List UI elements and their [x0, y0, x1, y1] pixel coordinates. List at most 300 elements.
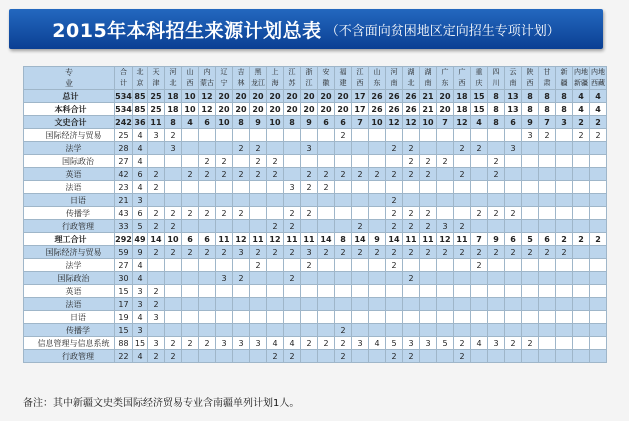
table-cell [556, 298, 573, 311]
column-header-bottom: 林 [237, 79, 245, 87]
table-cell: 7 [352, 116, 369, 129]
column-header-top: 内 [203, 68, 211, 76]
table-cell: 85 [134, 91, 146, 101]
table-cell [573, 207, 590, 220]
table-cell [318, 350, 335, 363]
table-cell [318, 155, 335, 168]
table-cell [488, 259, 505, 272]
table-cell: 2 [386, 220, 403, 233]
table-cell [454, 194, 471, 207]
column-header-bottom: 建 [339, 79, 347, 87]
table-header-row [24, 67, 607, 90]
enrollment-plan-table [23, 66, 607, 363]
column-header [233, 67, 250, 90]
table-cell: 2 [386, 142, 403, 155]
table-cell: 20 [250, 90, 267, 103]
table-cell [590, 194, 607, 207]
table-cell [573, 350, 590, 363]
table-cell: 12 [454, 116, 471, 129]
column-header-bottom: 苏 [288, 79, 296, 87]
table-cell: 3 [165, 142, 182, 155]
table-cell: 2 [352, 168, 369, 181]
table-cell [403, 298, 420, 311]
table-cell [556, 168, 573, 181]
table-cell [301, 324, 318, 337]
table-cell: 2 [539, 246, 556, 259]
table-cell [352, 194, 369, 207]
table-cell: 28 [115, 142, 133, 155]
table-cell: 2 [301, 337, 318, 350]
column-header [133, 67, 148, 90]
column-header-bottom: 南 [424, 79, 432, 87]
table-cell [250, 207, 267, 220]
table-cell [250, 272, 267, 285]
table-cell: 2 [369, 168, 386, 181]
table-cell [250, 285, 267, 298]
table-cell [369, 324, 386, 337]
table-cell: 7 [471, 233, 488, 246]
table-cell: 2 [590, 233, 607, 246]
table-cell: 13 [505, 103, 522, 116]
table-cell: 20 [284, 103, 301, 116]
table-cell [386, 155, 403, 168]
table-cell [420, 298, 437, 311]
table-row [24, 142, 607, 155]
table-cell: 2 [471, 259, 488, 272]
table-row [24, 285, 607, 298]
table-cell [505, 324, 522, 337]
column-header [182, 67, 199, 90]
table-cell [522, 220, 539, 233]
table-cell [182, 272, 199, 285]
column-header-bottom: 江 [305, 79, 313, 87]
table-cell [556, 207, 573, 220]
column-header-bottom: 西 [356, 79, 364, 87]
table-cell [437, 142, 454, 155]
table-cell [233, 220, 250, 233]
table-cell: 2 [165, 220, 182, 233]
row-label: 国际政治 [24, 155, 115, 168]
table-cell [437, 259, 454, 272]
column-header-top: 陕 [526, 68, 534, 76]
table-cell: 11 [250, 233, 267, 246]
table-cell [556, 350, 573, 363]
table-cell [556, 311, 573, 324]
table-cell [301, 350, 318, 363]
table-cell: 2 [301, 181, 318, 194]
column-header-top: 福 [339, 68, 347, 76]
table-cell [335, 311, 352, 324]
table-cell: 2 [403, 155, 420, 168]
column-header-top: 湖 [407, 68, 415, 76]
table-cell: 5 [386, 337, 403, 350]
table-cell: 3 [233, 337, 250, 350]
table-cell: 2 [284, 246, 301, 259]
column-header-top: 甘 [543, 68, 551, 76]
table-cell: 21 [115, 194, 133, 207]
column-header [471, 67, 488, 90]
table-cell: 30 [115, 272, 133, 285]
table-cell [267, 142, 284, 155]
table-cell: 2 [233, 168, 250, 181]
table-cell: 13 [505, 90, 522, 103]
column-header-bottom: 西 [458, 79, 466, 87]
table-cell [539, 285, 556, 298]
column-header-top: 吉 [237, 68, 245, 76]
table-cell: 20 [250, 103, 267, 116]
table-cell: 2 [182, 168, 199, 181]
table-cell: 5 [133, 220, 148, 233]
table-cell: 3 [522, 129, 539, 142]
table-cell: 2 [318, 168, 335, 181]
table-cell [352, 324, 369, 337]
table-cell: 10 [216, 116, 233, 129]
table-cell: 6 [133, 207, 148, 220]
table-cell: 2 [233, 142, 250, 155]
table-cell: 12 [403, 116, 420, 129]
table-cell [352, 272, 369, 285]
table-cell: 6 [505, 116, 522, 129]
table-cell: 3 [250, 337, 267, 350]
table-row [24, 272, 607, 285]
table-cell [471, 311, 488, 324]
table-cell: 36 [134, 117, 146, 127]
table-cell [539, 142, 556, 155]
table-cell: 2 [250, 155, 267, 168]
table-cell [369, 194, 386, 207]
table-row [24, 324, 607, 337]
table-cell: 14 [352, 233, 369, 246]
table-cell [420, 194, 437, 207]
table-cell [471, 298, 488, 311]
table-cell: 6 [199, 116, 216, 129]
table-cell [199, 181, 216, 194]
table-cell: 10 [420, 116, 437, 129]
table-cell: 2 [284, 207, 301, 220]
row-label: 国际经济与贸易 [24, 246, 115, 259]
table-cell: 4 [471, 337, 488, 350]
table-cell [250, 220, 267, 233]
table-cell: 14 [386, 233, 403, 246]
table-cell: 2 [471, 207, 488, 220]
table-cell [454, 181, 471, 194]
table-cell: 4 [284, 337, 301, 350]
column-header-bottom: 新疆 [574, 79, 588, 87]
table-cell: 2 [454, 168, 471, 181]
table-cell [386, 272, 403, 285]
table-cell [301, 272, 318, 285]
table-cell [199, 285, 216, 298]
table-cell: 2 [233, 207, 250, 220]
table-cell: 26 [386, 90, 403, 103]
table-cell [182, 181, 199, 194]
table-cell [539, 194, 556, 207]
table-cell [556, 220, 573, 233]
table-cell: 2 [488, 246, 505, 259]
row-label: 英语 [24, 168, 115, 181]
table-cell [590, 311, 607, 324]
table-cell [369, 220, 386, 233]
column-header [488, 67, 505, 90]
table-cell: 4 [590, 90, 607, 103]
table-cell [488, 181, 505, 194]
table-cell [522, 194, 539, 207]
column-header-top: 四 [492, 68, 500, 76]
table-cell [590, 168, 607, 181]
table-cell: 21 [420, 103, 437, 116]
table-cell: 2 [318, 337, 335, 350]
table-cell: 20 [267, 103, 284, 116]
column-header-bottom: 徽 [322, 79, 330, 87]
table-cell: 2 [386, 350, 403, 363]
table-cell: 17 [352, 103, 369, 116]
table-cell [522, 272, 539, 285]
table-cell: 15 [133, 337, 148, 350]
table-cell [403, 181, 420, 194]
table-cell: 2 [454, 337, 471, 350]
table-cell [590, 207, 607, 220]
row-label: 信息管理与信息系统 [24, 337, 115, 350]
table-cell: 534 [115, 91, 132, 101]
table-cell: 20 [216, 103, 233, 116]
table-cell [403, 194, 420, 207]
table-cell: 6 [182, 233, 199, 246]
table-cell [454, 129, 471, 142]
table-cell: 6 [539, 233, 556, 246]
table-cell: 7 [437, 116, 454, 129]
table-cell [386, 324, 403, 337]
table-cell: 9 [369, 233, 386, 246]
column-header [539, 67, 556, 90]
table-cell [420, 142, 437, 155]
column-header [386, 67, 403, 90]
table-cell [556, 155, 573, 168]
table-row [24, 103, 607, 116]
table-cell: 8 [335, 233, 352, 246]
table-cell: 2 [488, 207, 505, 220]
table-cell: 12 [267, 233, 284, 246]
table-cell: 3 [133, 324, 148, 337]
table-cell: 2 [335, 324, 352, 337]
table-cell: 6 [505, 233, 522, 246]
table-cell [335, 220, 352, 233]
table-cell: 4 [133, 259, 148, 272]
table-cell: 3 [233, 246, 250, 259]
table-cell [403, 324, 420, 337]
column-header-top: 合 [120, 68, 127, 76]
table-cell: 17 [115, 298, 133, 311]
table-cell: 2 [556, 233, 573, 246]
table-cell [267, 324, 284, 337]
table-cell: 8 [165, 116, 182, 129]
column-header-top: 广 [441, 68, 449, 76]
table-cell [267, 194, 284, 207]
table-cell: 20 [233, 103, 250, 116]
table-cell [182, 194, 199, 207]
table-cell: 14 [148, 233, 165, 246]
table-cell: 18 [454, 103, 471, 116]
table-cell [505, 181, 522, 194]
table-cell: 2 [267, 350, 284, 363]
column-header [352, 67, 369, 90]
table-cell [539, 324, 556, 337]
table-cell: 2 [454, 350, 471, 363]
table-cell: 2 [182, 337, 199, 350]
table-cell [420, 181, 437, 194]
table-cell [454, 259, 471, 272]
column-header-top: 江 [288, 68, 296, 76]
column-header-bottom: 庆 [475, 79, 483, 87]
table-cell: 2 [573, 233, 590, 246]
table-cell [437, 181, 454, 194]
table-cell: 2 [590, 116, 607, 129]
table-cell [165, 181, 182, 194]
table-cell [284, 298, 301, 311]
row-label: 法学 [24, 142, 115, 155]
column-header [165, 67, 182, 90]
column-header-bottom: 南 [390, 79, 398, 87]
table-cell [301, 298, 318, 311]
table-cell: 26 [403, 103, 420, 116]
table-cell [403, 129, 420, 142]
table-cell [471, 194, 488, 207]
table-cell [454, 155, 471, 168]
table-cell [522, 168, 539, 181]
table-cell: 2 [505, 337, 522, 350]
row-label: 英语 [24, 285, 115, 298]
table-cell: 3 [284, 181, 301, 194]
table-cell: 2 [386, 168, 403, 181]
column-header [437, 67, 454, 90]
table-cell [573, 311, 590, 324]
column-header-top: 天 [152, 68, 160, 76]
table-cell [301, 129, 318, 142]
table-cell [199, 194, 216, 207]
table-cell [420, 311, 437, 324]
table-cell: 2 [199, 246, 216, 259]
table-cell [556, 142, 573, 155]
table-cell [318, 272, 335, 285]
table-cell: 2 [267, 246, 284, 259]
table-cell [233, 155, 250, 168]
table-cell [267, 181, 284, 194]
table-cell [369, 207, 386, 220]
table-cell: 11 [420, 233, 437, 246]
table-cell [522, 298, 539, 311]
table-cell: 3 [148, 129, 165, 142]
table-cell: 2 [420, 246, 437, 259]
table-cell [369, 181, 386, 194]
table-cell [420, 272, 437, 285]
table-cell: 2 [420, 155, 437, 168]
table-cell [556, 181, 573, 194]
table-cell [284, 129, 301, 142]
table-cell [335, 272, 352, 285]
table-cell: 11 [454, 233, 471, 246]
table-cell: 2 [573, 129, 590, 142]
table-cell [386, 298, 403, 311]
column-header-top: 山 [186, 68, 194, 76]
table-cell [488, 324, 505, 337]
table-cell: 5 [522, 233, 539, 246]
table-cell [556, 324, 573, 337]
table-cell: 4 [267, 337, 284, 350]
column-header [267, 67, 284, 90]
table-cell [522, 155, 539, 168]
table-cell: 25 [148, 103, 165, 116]
table-cell [556, 337, 573, 350]
table-cell: 8 [522, 90, 539, 103]
table-cell: 2 [216, 155, 233, 168]
table-cell: 2 [403, 168, 420, 181]
table-cell [352, 311, 369, 324]
table-cell: 4 [133, 129, 148, 142]
table-cell: 2 [403, 246, 420, 259]
table-cell [556, 285, 573, 298]
table-cell [488, 298, 505, 311]
table-cell: 20 [318, 103, 335, 116]
table-cell: 26 [369, 103, 386, 116]
table-cell: 20 [267, 90, 284, 103]
table-cell [335, 142, 352, 155]
table-cell [199, 129, 216, 142]
column-header-bottom: 计 [120, 79, 127, 87]
table-cell [335, 207, 352, 220]
table-cell: 2 [284, 350, 301, 363]
table-cell [352, 142, 369, 155]
table-cell: 20 [284, 90, 301, 103]
table-cell [182, 285, 199, 298]
table-cell: 15 [471, 103, 488, 116]
table-cell: 2 [250, 259, 267, 272]
table-cell: 11 [216, 233, 233, 246]
column-header-top: 辽 [220, 68, 228, 76]
table-cell [437, 168, 454, 181]
table-row [24, 311, 607, 324]
table-cell: 20 [318, 90, 335, 103]
table-cell: 9 [301, 116, 318, 129]
table-cell: 18 [165, 103, 182, 116]
table-cell: 2 [471, 246, 488, 259]
table-cell [590, 181, 607, 194]
column-header-bottom: 蒙古 [200, 79, 214, 87]
table-cell: 26 [386, 103, 403, 116]
table-cell [165, 168, 182, 181]
table-cell [318, 194, 335, 207]
table-cell [403, 259, 420, 272]
row-label: 日语 [24, 311, 115, 324]
column-header [369, 67, 386, 90]
table-cell: 2 [148, 298, 165, 311]
column-header [199, 67, 216, 90]
table-row [24, 90, 607, 103]
table-cell: 2 [301, 207, 318, 220]
column-header-bottom: 川 [492, 79, 500, 87]
row-label: 本科合计 [24, 103, 115, 116]
column-header-top: 云 [509, 68, 517, 76]
table-cell: 4 [133, 272, 148, 285]
table-cell: 25 [115, 129, 133, 142]
table-cell: 20 [437, 103, 454, 116]
table-cell [505, 350, 522, 363]
table-cell: 88 [115, 337, 133, 350]
table-cell [250, 311, 267, 324]
table-cell [216, 259, 233, 272]
table-cell [471, 350, 488, 363]
table-cell [505, 259, 522, 272]
column-header [522, 67, 539, 90]
column-header-bottom: 疆 [560, 79, 568, 87]
